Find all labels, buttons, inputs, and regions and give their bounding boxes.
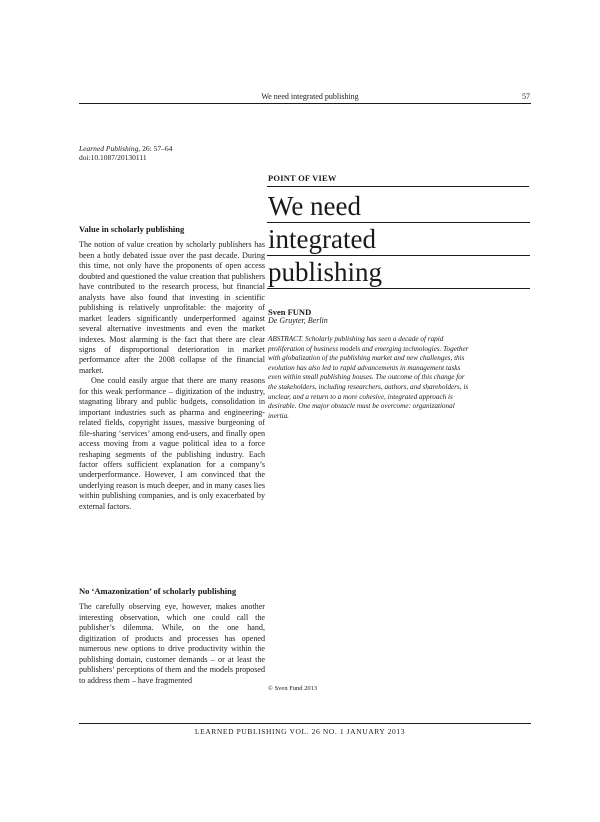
body-paragraph: The carefully observing eye, however, makes another interesting observation, which one could call the publisher’s dilemma. While, on the one hand, digitization of products and processes has opened numerous new options to drive productivity within the publishing domain, customer demands – or at least the publishers’ perceptions of them and the models proposed to address them – have fragmented [79,602,265,685]
author-name: Sven FUND [268,307,312,317]
title-line: publishing [267,256,530,289]
body-paragraph: One could easily argue that there are many reasons for this weak performance – digitization of the industry, stagnating library and public budgets, consolidation in important industries such as pharma and engineering-related fields, copyright issues, massive burgeoning of file-sharing ‘services’ among end-users, and finally open access moving from a vague political idea to a force reshaping segments of the publishing industry. Each factor offers sufficient explanation for a company’s underperformance. However, I am convinced that the underlying reason is much deeper, and in many cases lies within publishing companies, and is only exacerbated by external factors. [79,376,265,511]
journal-footer: LEARNED PUBLISHING VOL. 26 NO. 1 JANUARY 2013 [194,727,406,736]
section-label: POINT OF VIEW [268,173,337,183]
abstract: ABSTRACT. Scholarly publishing has seen a decade of rapid proliferation of business models and emerging technologies. Together with globalization of the publishing market and new challenges, this evolution has also led to rapid advancements in management tasks even within small publishing houses. The outcome of this change for the stakeholders, including researchers, authors, and shareholders, is unclear, and a return to a more cohesive, integrated approach is desirable. One major obstacle must be overcome: organizational inertia. [268,335,469,420]
header-rule [79,103,531,104]
section-amazonization [79,586,265,686]
title-line: We need [267,190,530,223]
article-title [267,190,529,289]
journal-name: Learned Publishing [79,144,139,153]
footer-rule [79,723,531,724]
running-header-title: We need integrated publishing [261,92,359,101]
copyright: © Sven Fund 2013 [268,685,318,692]
volume-pages: , 26: 57–64 [138,144,173,153]
section-value [79,224,265,512]
author-affiliation: De Gruyter, Berlin [268,316,328,325]
citation-block [79,145,172,162]
body-paragraph: The notion of value creation by scholarly publishers has been a hotly debated issue over the past decade. During this time, not only have the proponents of open access doubted and questioned the value creation that publishers have contributed to the research process, but financial analysts have also found that investing in scientific publishing is relatively unprofitable: the majority of market leaders significantly underperformed against several alternative investments and even the market indexes. Most alarming is the fact that there are clear signs of disproportional deterioration in market performance after the 2008 collapse of the financial market. [79,240,265,375]
section-label-rule [267,186,529,187]
section-heading: No ‘Amazonization’ of scholarly publishing [79,586,237,596]
page-number: 57 [522,92,530,101]
section-heading: Value in scholarly publishing [79,224,185,234]
title-line: integrated [267,223,530,256]
doi: doi:10.1087/20130111 [79,152,147,162]
